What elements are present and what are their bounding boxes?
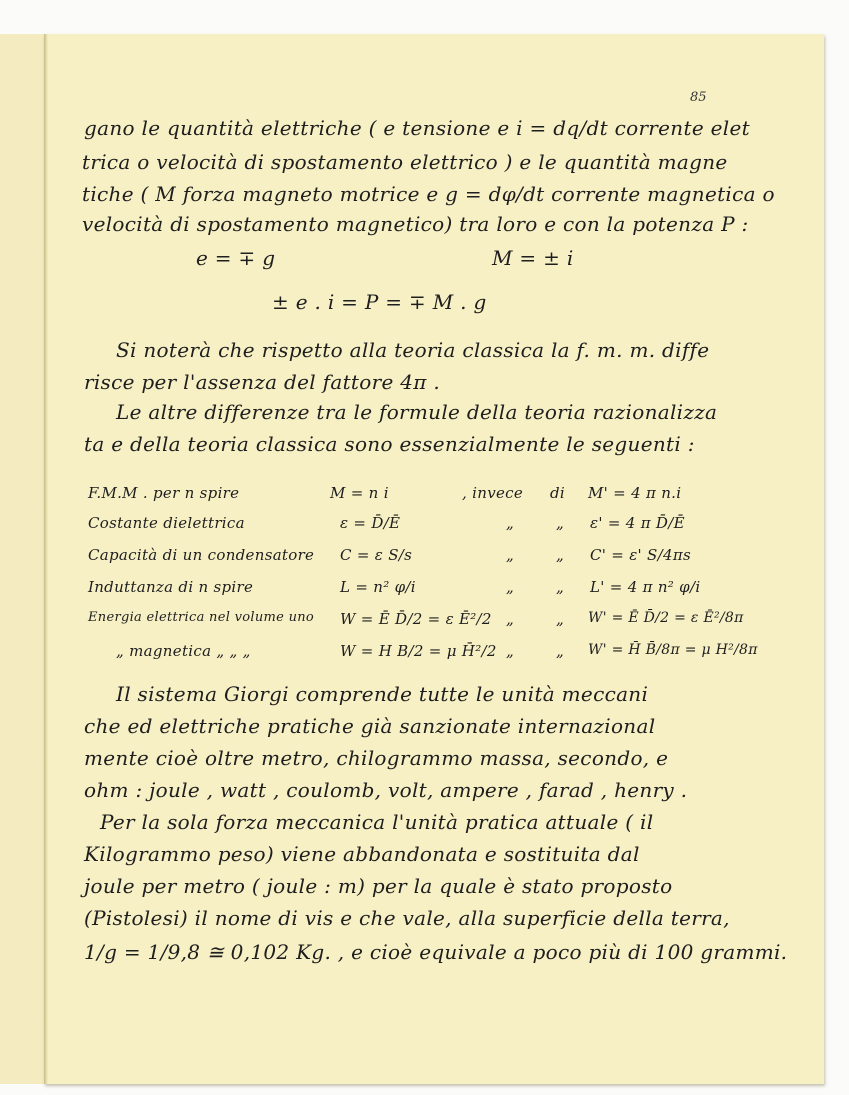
separator: di [550, 484, 565, 502]
text-line: tiche ( M forza magneto motrice e g = dφ/dt corrente magnetica o [82, 182, 775, 206]
classic-formula: M' = 4 π n.i [588, 484, 682, 502]
separator: , invece [462, 484, 524, 502]
separator: „ [556, 642, 565, 660]
text-line: ta e della teoria classica sono essenzialmente le seguenti : [84, 432, 695, 456]
rational-formula: W = H B/2 = μ H̄²/2 [340, 642, 497, 660]
text-line: Per la sola forza meccanica l'unità pratica attuale ( il [100, 810, 654, 834]
text-line: trica o velocità di spostamento elettrico ) e le quantità magne [82, 150, 728, 174]
separator: „ [506, 546, 515, 564]
quantity-label: „ magnetica „ „ „ [116, 642, 251, 660]
text-line: Kilogrammo peso) viene abbandonata e sostituita dal [84, 842, 640, 866]
document-page [44, 34, 824, 1084]
classic-formula: ε' = 4 π D̄/Ē [590, 514, 685, 532]
quantity-label: Costante dielettrica [88, 514, 245, 532]
rational-formula: C = ε S/s [340, 546, 413, 564]
rational-formula: M = n i [330, 484, 389, 502]
text-line: Si noterà che rispetto alla teoria classica la f. m. m. diffe [116, 338, 710, 362]
text-line: velocità di spostamento magnetico) tra loro e con la potenza P : [82, 212, 749, 236]
separator: „ [506, 514, 515, 532]
quantity-label: Capacità di un condensatore [88, 546, 315, 564]
equation-right: M = ± i [492, 246, 574, 270]
quantity-label: Energia elettrica nel volume uno [88, 610, 315, 625]
previous-page-edge [0, 34, 45, 1084]
classic-formula: W' = H̄ B̄/8π = μ H²/8π [588, 642, 758, 658]
text-line: risce per l'assenza del fattore 4π . [84, 370, 441, 394]
text-line: che ed elettriche pratiche già sanzionate internazional [84, 714, 656, 738]
rational-formula: W = Ē D̄/2 = ε Ē²/2 [340, 610, 492, 628]
classic-formula: W' = Ē D̄/2 = ε Ē²/8π [588, 610, 744, 626]
text-line: 1/g = 1/9,8 ≅ 0,102 Kg. , e cioè equivale a poco più di 100 grammi. [84, 940, 788, 964]
separator: „ [506, 610, 515, 628]
separator: „ [506, 642, 515, 660]
text-line: ohm : joule , watt , coulomb, volt, ampere , farad , henry . [84, 778, 688, 802]
quantity-label: F.M.M . per n spire [88, 484, 240, 502]
equation-center: ± e . i = P = ∓ M . g [272, 290, 487, 314]
text-line: joule per metro ( joule : m) per la quale è stato proposto [84, 874, 673, 898]
separator: „ [556, 578, 565, 596]
text-line: Il sistema Giorgi comprende tutte le unità meccani [116, 682, 649, 706]
classic-formula: L' = 4 π n² φ/i [590, 578, 701, 596]
quantity-label: Induttanza di n spire [88, 578, 254, 596]
text-line: Le altre differenze tra le formule della teoria razionalizza [116, 400, 718, 424]
separator: „ [556, 514, 565, 532]
page-number: 85 [690, 90, 707, 105]
rational-formula: ε = D̄/Ē [340, 514, 401, 532]
text-line: (Pistolesi) il nome di vis e che vale, alla superficie della terra, [84, 906, 730, 930]
separator: „ [506, 578, 515, 596]
separator: „ [556, 610, 565, 628]
equation-left: e = ∓ g [196, 246, 276, 270]
rational-formula: L = n² φ/i [340, 578, 416, 596]
text-line: gano le quantità elettriche ( e tensione e i = dq/dt corrente elet [84, 116, 750, 140]
separator: „ [556, 546, 565, 564]
classic-formula: C' = ε' S/4πs [590, 546, 691, 564]
text-line: mente cioè oltre metro, chilogrammo massa, secondo, e [84, 746, 669, 770]
page-gutter [44, 34, 48, 1084]
